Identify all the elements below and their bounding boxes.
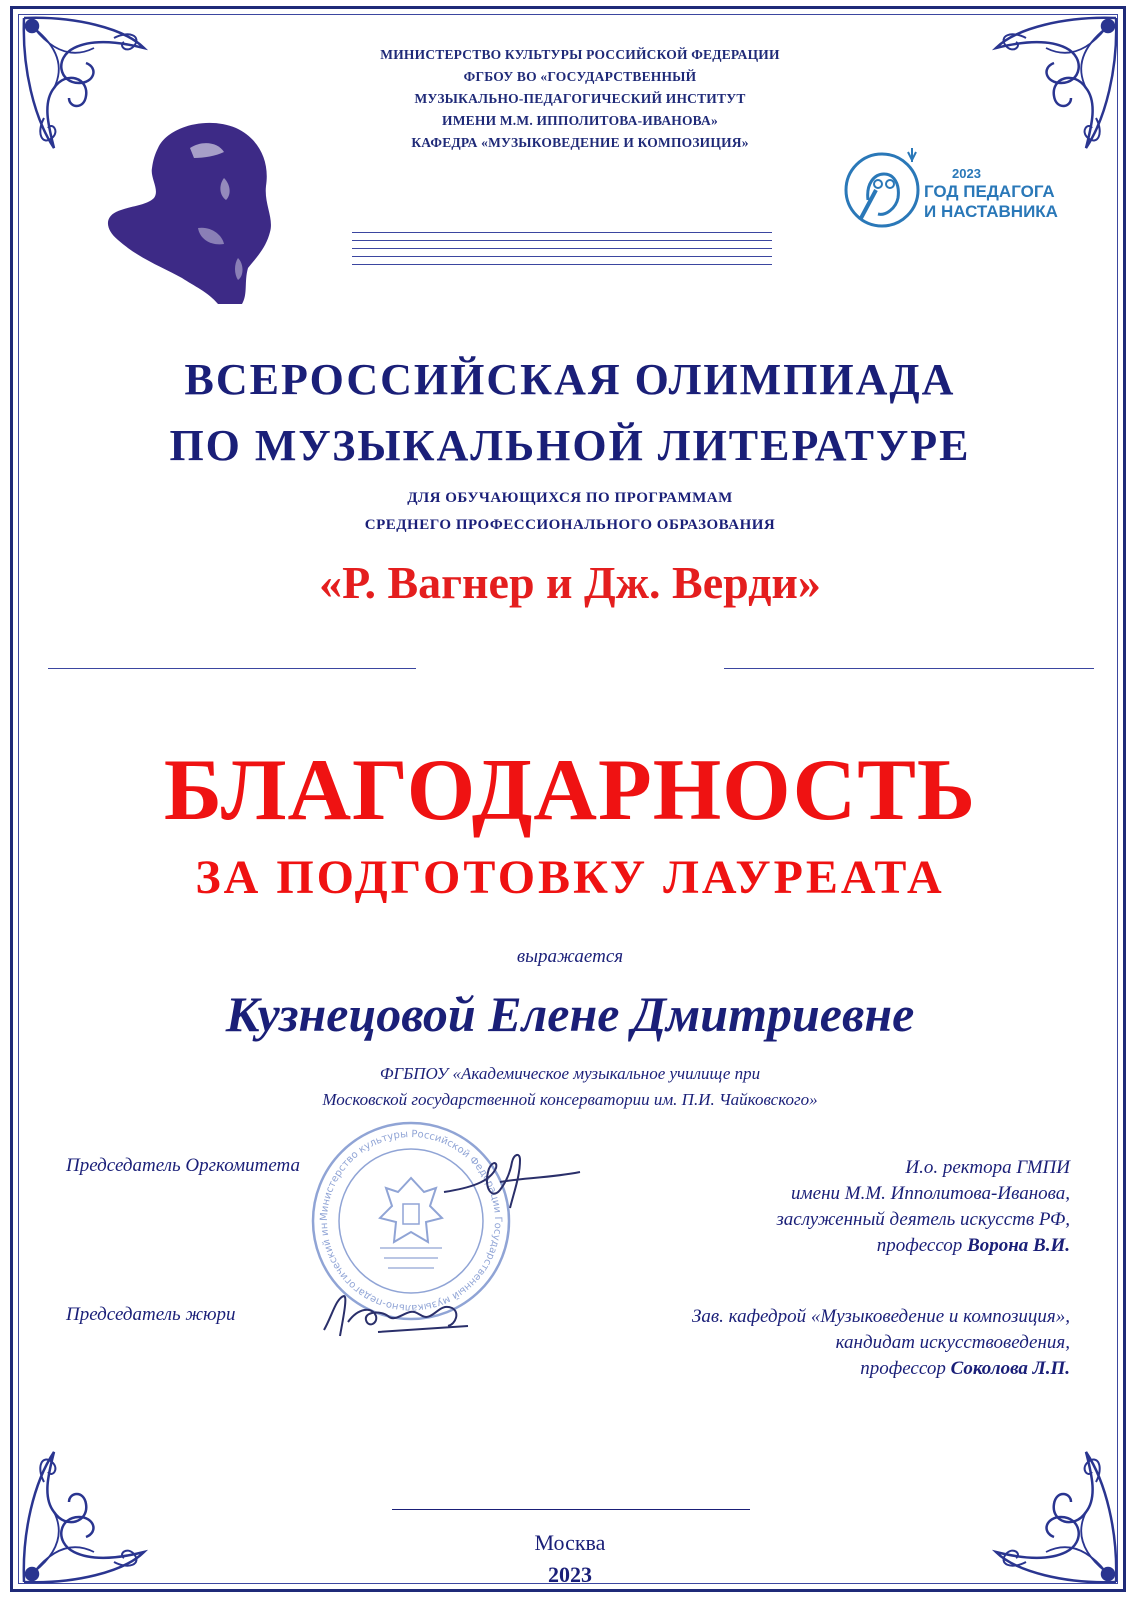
recipient-name: Кузнецовой Елене Дмитриевне <box>225 986 915 1042</box>
rector-line2: имени М.М. Ипполитова-Иванова, <box>791 1183 1070 1204</box>
olympiad-title-line1: ВСЕРОССИЙСКАЯ ОЛИМПИАДА <box>184 355 956 404</box>
year-of-teacher-logo <box>838 140 1086 240</box>
footer-divider <box>392 1509 750 1510</box>
rector-line1: И.о. ректора ГМПИ <box>905 1157 1070 1178</box>
olympiad-title-line2: ПО МУЗЫКАЛЬНОЙ ЛИТЕРАТУРЕ <box>169 421 971 470</box>
olympiad-subtitle-line2: СРЕДНЕГО ПРОФЕССИОНАЛЬНОГО ОБРАЗОВАНИЯ <box>364 517 776 533</box>
department-head-line3 <box>692 1356 1070 1382</box>
department-head-title: профессор <box>860 1358 951 1379</box>
department-head-line2: кандидат искусствоведения, <box>835 1332 1070 1353</box>
divider-right <box>724 668 1094 669</box>
portrait-logo-icon <box>98 108 288 308</box>
year-logo-year: 2023 <box>952 166 981 181</box>
department-head-line1: Зав. кафедрой «Музыковедение и композиция», <box>692 1306 1070 1327</box>
rector-title: профессор <box>876 1235 968 1256</box>
award-heading: БЛАГОДАРНОСТЬ <box>163 742 977 839</box>
department-head-name: Соколова Л.П. <box>950 1358 1070 1379</box>
signature-scribble-icon <box>318 1286 478 1346</box>
header-line: МИНИСТЕРСТВО КУЛЬТУРЫ РОССИЙСКОЙ ФЕДЕРАЦИИ <box>380 47 780 62</box>
jury-chair-label: Председатель жюри <box>66 1304 236 1325</box>
award-expressed: выражается <box>516 946 624 967</box>
header-line: КАФЕДРА «МУЗЫКОВЕДЕНИЕ И КОМПОЗИЦИЯ» <box>411 135 749 150</box>
footer-year: 2023 <box>548 1562 592 1587</box>
department-head-signature-block <box>692 1304 1070 1382</box>
year-logo-line1: ГОД ПЕДАГОГА <box>924 182 1055 201</box>
rector-line4 <box>776 1233 1070 1259</box>
music-staff-lines <box>352 232 772 272</box>
header-line: МУЗЫКАЛЬНО-ПЕДАГОГИЧЕСКИЙ ИНСТИТУТ <box>414 91 746 106</box>
award-subheading: ЗА ПОДГОТОВКУ ЛАУРЕАТА <box>195 851 945 904</box>
ministry-header <box>290 44 870 154</box>
institution-line1: ФГБПОУ «Академическое музыкальное училище при <box>379 1064 761 1083</box>
signature-scribble-icon <box>440 1148 590 1218</box>
corner-ornament-icon <box>14 1422 164 1592</box>
olympiad-subtitle-line1: ДЛЯ ОБУЧАЮЩИХСЯ ПО ПРОГРАММАМ <box>407 490 733 506</box>
organizing-committee-chair-label: Председатель Оргкомитета <box>66 1155 300 1176</box>
rector-signature-block <box>776 1155 1070 1259</box>
olympiad-theme: «Р. Вагнер и Дж. Верди» <box>319 557 821 608</box>
rector-name: Ворона В.И. <box>967 1235 1070 1256</box>
stamp-text: Министерство культуры Российской Федерации Государственный музыкально-педагогический ин <box>318 1128 504 1314</box>
rector-line3: заслуженный деятель искусств РФ, <box>776 1209 1070 1230</box>
header-line: ИМЕНИ М.М. ИППОЛИТОВА-ИВАНОВА» <box>442 113 718 128</box>
institution-line2: Московской государственной консерватории им. П.И. Чайковского» <box>322 1090 818 1109</box>
divider-left <box>48 668 416 669</box>
footer-city: Москва <box>534 1530 606 1555</box>
year-logo-line2: И НАСТАВНИКА <box>924 202 1058 221</box>
header-line: ФГБОУ ВО «ГОСУДАРСТВЕННЫЙ <box>463 69 697 84</box>
corner-ornament-icon <box>976 1422 1126 1592</box>
